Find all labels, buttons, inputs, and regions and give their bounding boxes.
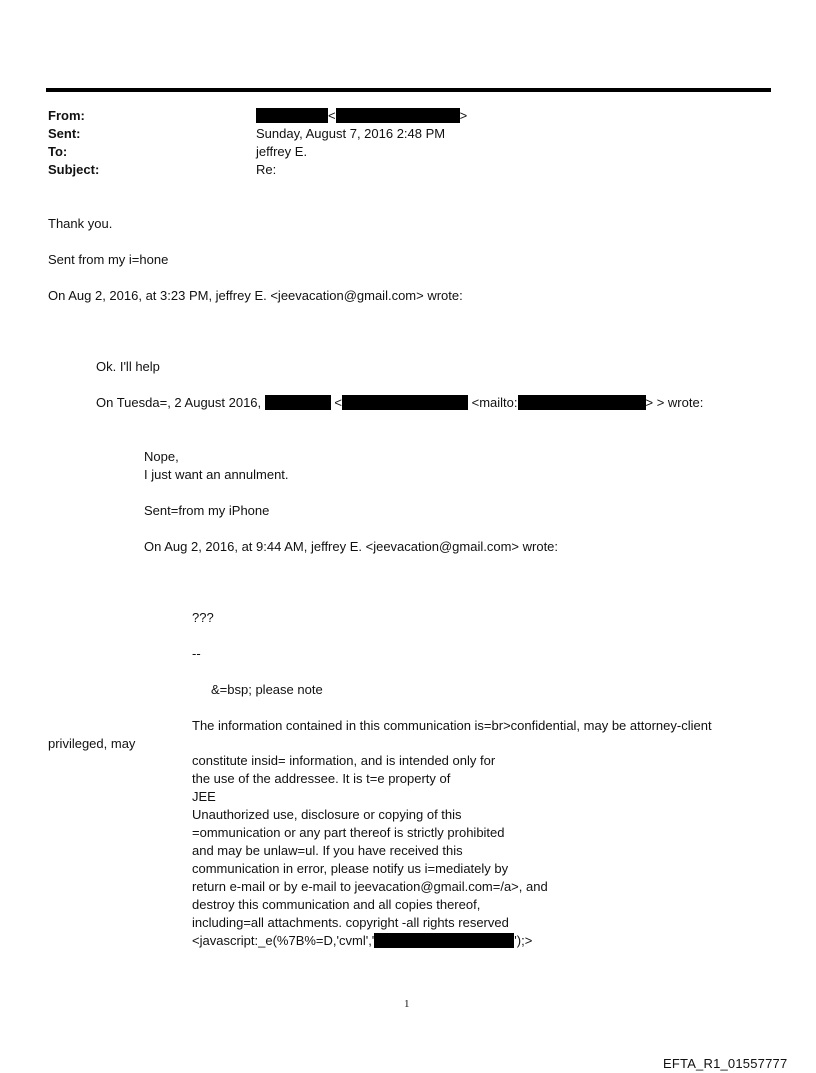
reply1-quote-header: On Tuesda=, 2 August 2016, < <mailto: > > wrote: (96, 395, 704, 410)
reply2-line1: Nope, (144, 449, 179, 464)
reply1-text: Ok. I'll help (96, 359, 160, 374)
disclaimer-line-1: The information contained in this communication is=br>confidential, may be attorney-client (192, 718, 712, 733)
header-divider (46, 88, 771, 92)
disclaimer-line: return e-mail or by e-mail to jeevacation@gmail.com=/a>, and (192, 879, 548, 894)
body-sent-from: Sent from my i=hone (48, 252, 169, 267)
reply2-quote-header: On Aug 2, 2016, at 9:44 AM, jeffrey E. <jeevacation@gmail.com> wrote: (144, 539, 559, 554)
subject-value: Re: (256, 162, 277, 177)
body-quote-header: On Aug 2, 2016, at 3:23 PM, jeffrey E. <jeevacation@gmail.com> wrote: (48, 288, 463, 303)
redacted-block (374, 933, 514, 948)
subject-label: Subject: (48, 162, 100, 177)
disclaimer-line: =ommunication or any part thereof is strictly prohibited (192, 825, 505, 840)
document-id: EFTA_R1_01557777 (663, 1056, 788, 1071)
disclaimer-wrap: privileged, may (48, 736, 136, 751)
disclaimer-line: JEE (192, 789, 216, 804)
from-value: < > (256, 107, 467, 125)
sent-label: Sent: (48, 126, 81, 141)
to-value: jeffrey E. (256, 144, 308, 159)
from-label: From: (48, 108, 85, 123)
reply2-line2: I just want an annulment. (144, 467, 289, 482)
reply3-question: ??? (192, 610, 214, 625)
disclaimer-line: Unauthorized use, disclosure or copying of this (192, 807, 462, 822)
redacted-block (518, 395, 646, 410)
disclaimer-line: the use of the addressee. It is t=e property of (192, 771, 451, 786)
sent-value: Sunday, August 7, 2016 2:48 PM (256, 126, 446, 141)
javascript-link-line: <javascript:_e(%7B%=D,'cvml',' ');> (192, 933, 533, 948)
redacted-block (265, 395, 331, 410)
signature-separator: -- (192, 646, 201, 661)
disclaimer-line: and may be unlaw=ul. If you have received this (192, 843, 463, 858)
redacted-block (342, 395, 468, 410)
page-number: 1 (404, 998, 410, 1010)
redacted-block (256, 108, 328, 123)
disclaimer-line: constitute insid= information, and is intended only for (192, 753, 496, 768)
reply2-sent-from: Sent=from my iPhone (144, 503, 270, 518)
redacted-block (336, 108, 460, 123)
to-label: To: (48, 144, 68, 159)
body-thank-you: Thank you. (48, 216, 113, 231)
disclaimer-line: including=all attachments. copyright -all rights reserved (192, 915, 509, 930)
please-note: &=bsp; please note (211, 682, 323, 697)
disclaimer-line: destroy this communication and all copies thereof, (192, 897, 481, 912)
disclaimer-line: communication in error, please notify us i=mediately by (192, 861, 509, 876)
